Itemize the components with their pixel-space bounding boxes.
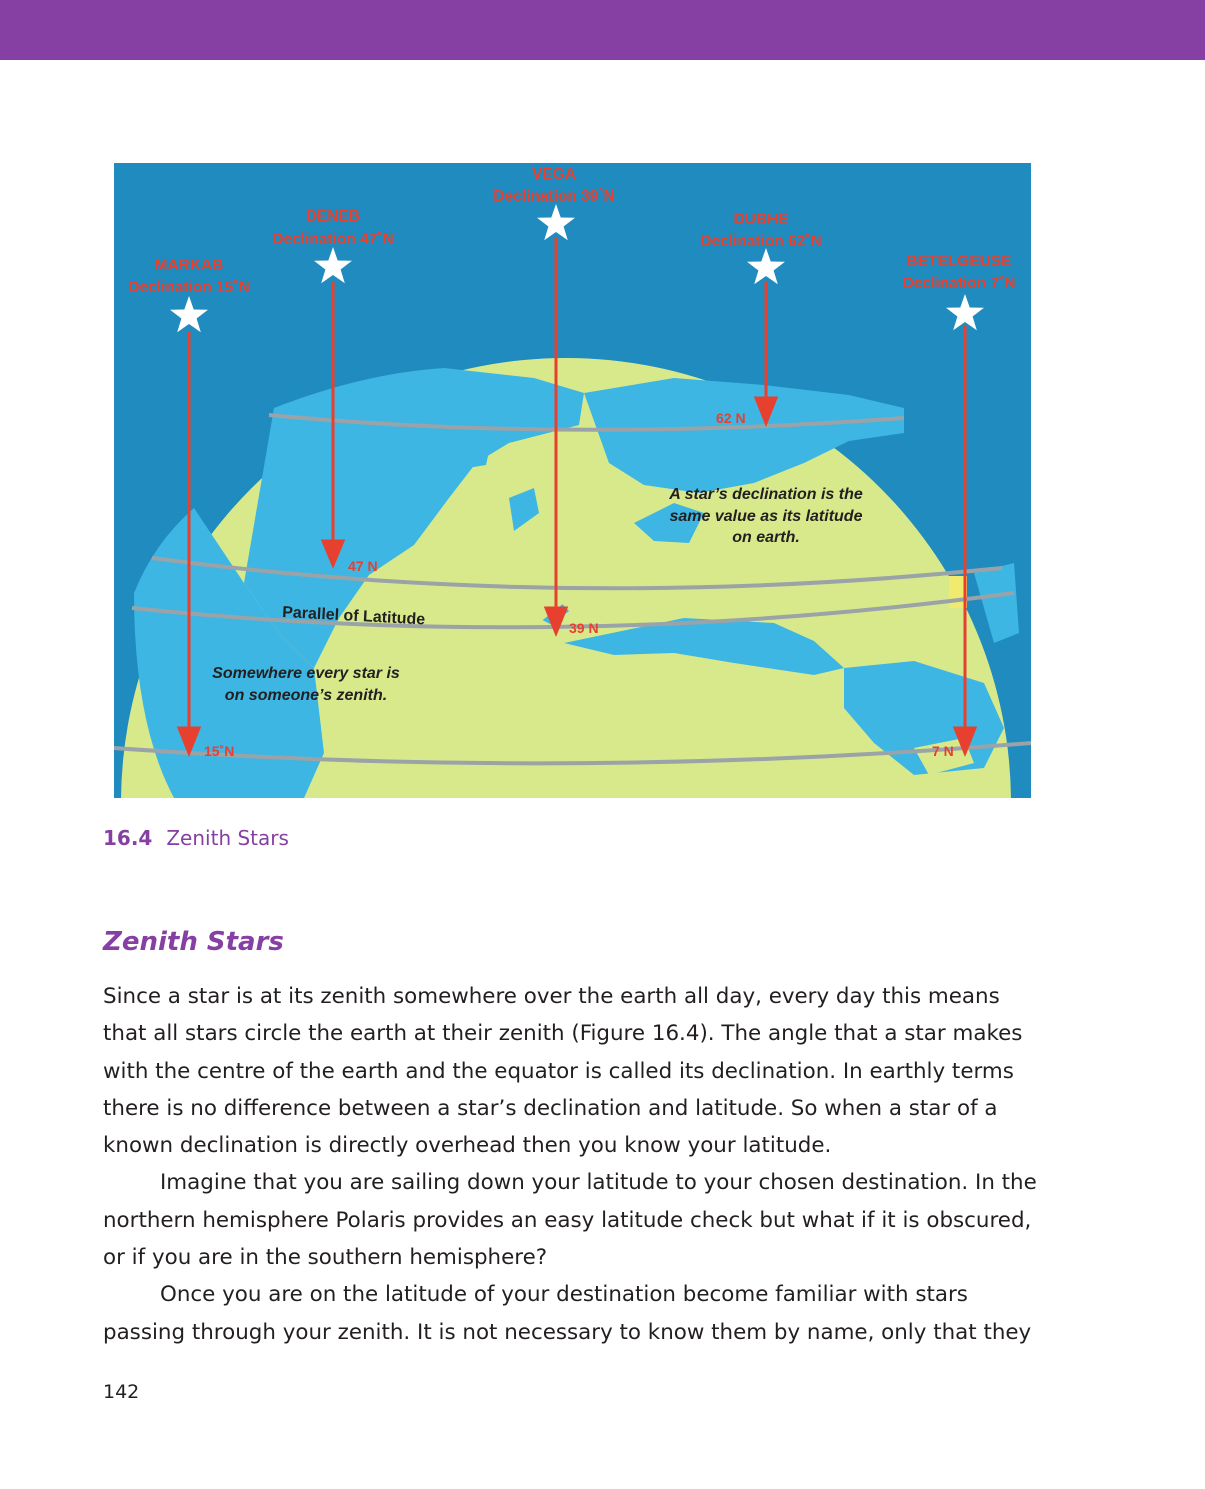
parallel-of-latitude-label: Parallel of Latitude [281, 604, 426, 629]
top-color-band [0, 0, 1205, 60]
star-declination-vega: Declination 39˚N [493, 188, 615, 205]
page-number: 142 [103, 1381, 140, 1403]
paragraph-2: Imagine that you are sailing down your latitude to your chosen destination. In the northern hemisphere Polaris provides an easy latitude check but what if it is obscured, or if you are in the southern hemisphere? [103, 1170, 1037, 1271]
note-line-3: on earth. [732, 529, 800, 546]
foot-label-deneb: 47 N [348, 558, 378, 574]
figure-caption [103, 826, 289, 850]
zenith-note-line-1: Somewhere every star is [212, 665, 400, 682]
star-name-markab: MARKAB [154, 257, 224, 274]
caption-text: Zenith Stars [166, 826, 289, 850]
foot-label-dubhe: 62 N [716, 410, 746, 426]
note-line-2: same value as its latitude [669, 508, 863, 525]
paragraph-3: Once you are on the latitude of your destination become familiar with stars passing through your zenith. It is not necessary to know them by name, only that they [103, 1282, 1032, 1345]
note-line-1: A star’s declination is the [669, 486, 863, 503]
star-declination-markab: Declination 15˚N [128, 279, 250, 296]
zenith-stars-illustration [114, 163, 1031, 798]
zenith-stars-figure [114, 163, 1031, 798]
paragraph-1: Since a star is at its zenith somewhere over the earth all day, every day this means that all stars circle the earth at their zenith (Figure 16.4). The angle that a star makes with the centre of the earth and the equator is called its declination. In earthly terms there is no difference between a star’s declination and latitude. So when a star of a known declination is directly overhead then you know your latitude. [103, 984, 1023, 1159]
foot-label-betelgeuse: 7 N [932, 743, 954, 759]
zenith-note-line-2: on someone’s zenith. [224, 687, 388, 704]
caption-number: 16.4 [103, 826, 153, 850]
star-name-dubhe: DUBHE [733, 211, 789, 228]
body-text [103, 978, 1048, 1351]
star-declination-betelgeuse: Declination 7˚N [902, 275, 1016, 292]
star-declination-dubhe: Declination 62˚N [700, 233, 822, 250]
foot-label-markab: 15˚N [204, 743, 235, 759]
foot-label-vega: 39 N [569, 620, 599, 636]
star-name-vega: VEGA [532, 166, 576, 183]
star-name-betelgeuse: BETELGEUSE [906, 253, 1012, 270]
section-heading: Zenith Stars [103, 927, 284, 957]
star-declination-deneb: Declination 47˚N [272, 231, 394, 248]
star-name-deneb: DENEB [305, 208, 361, 225]
